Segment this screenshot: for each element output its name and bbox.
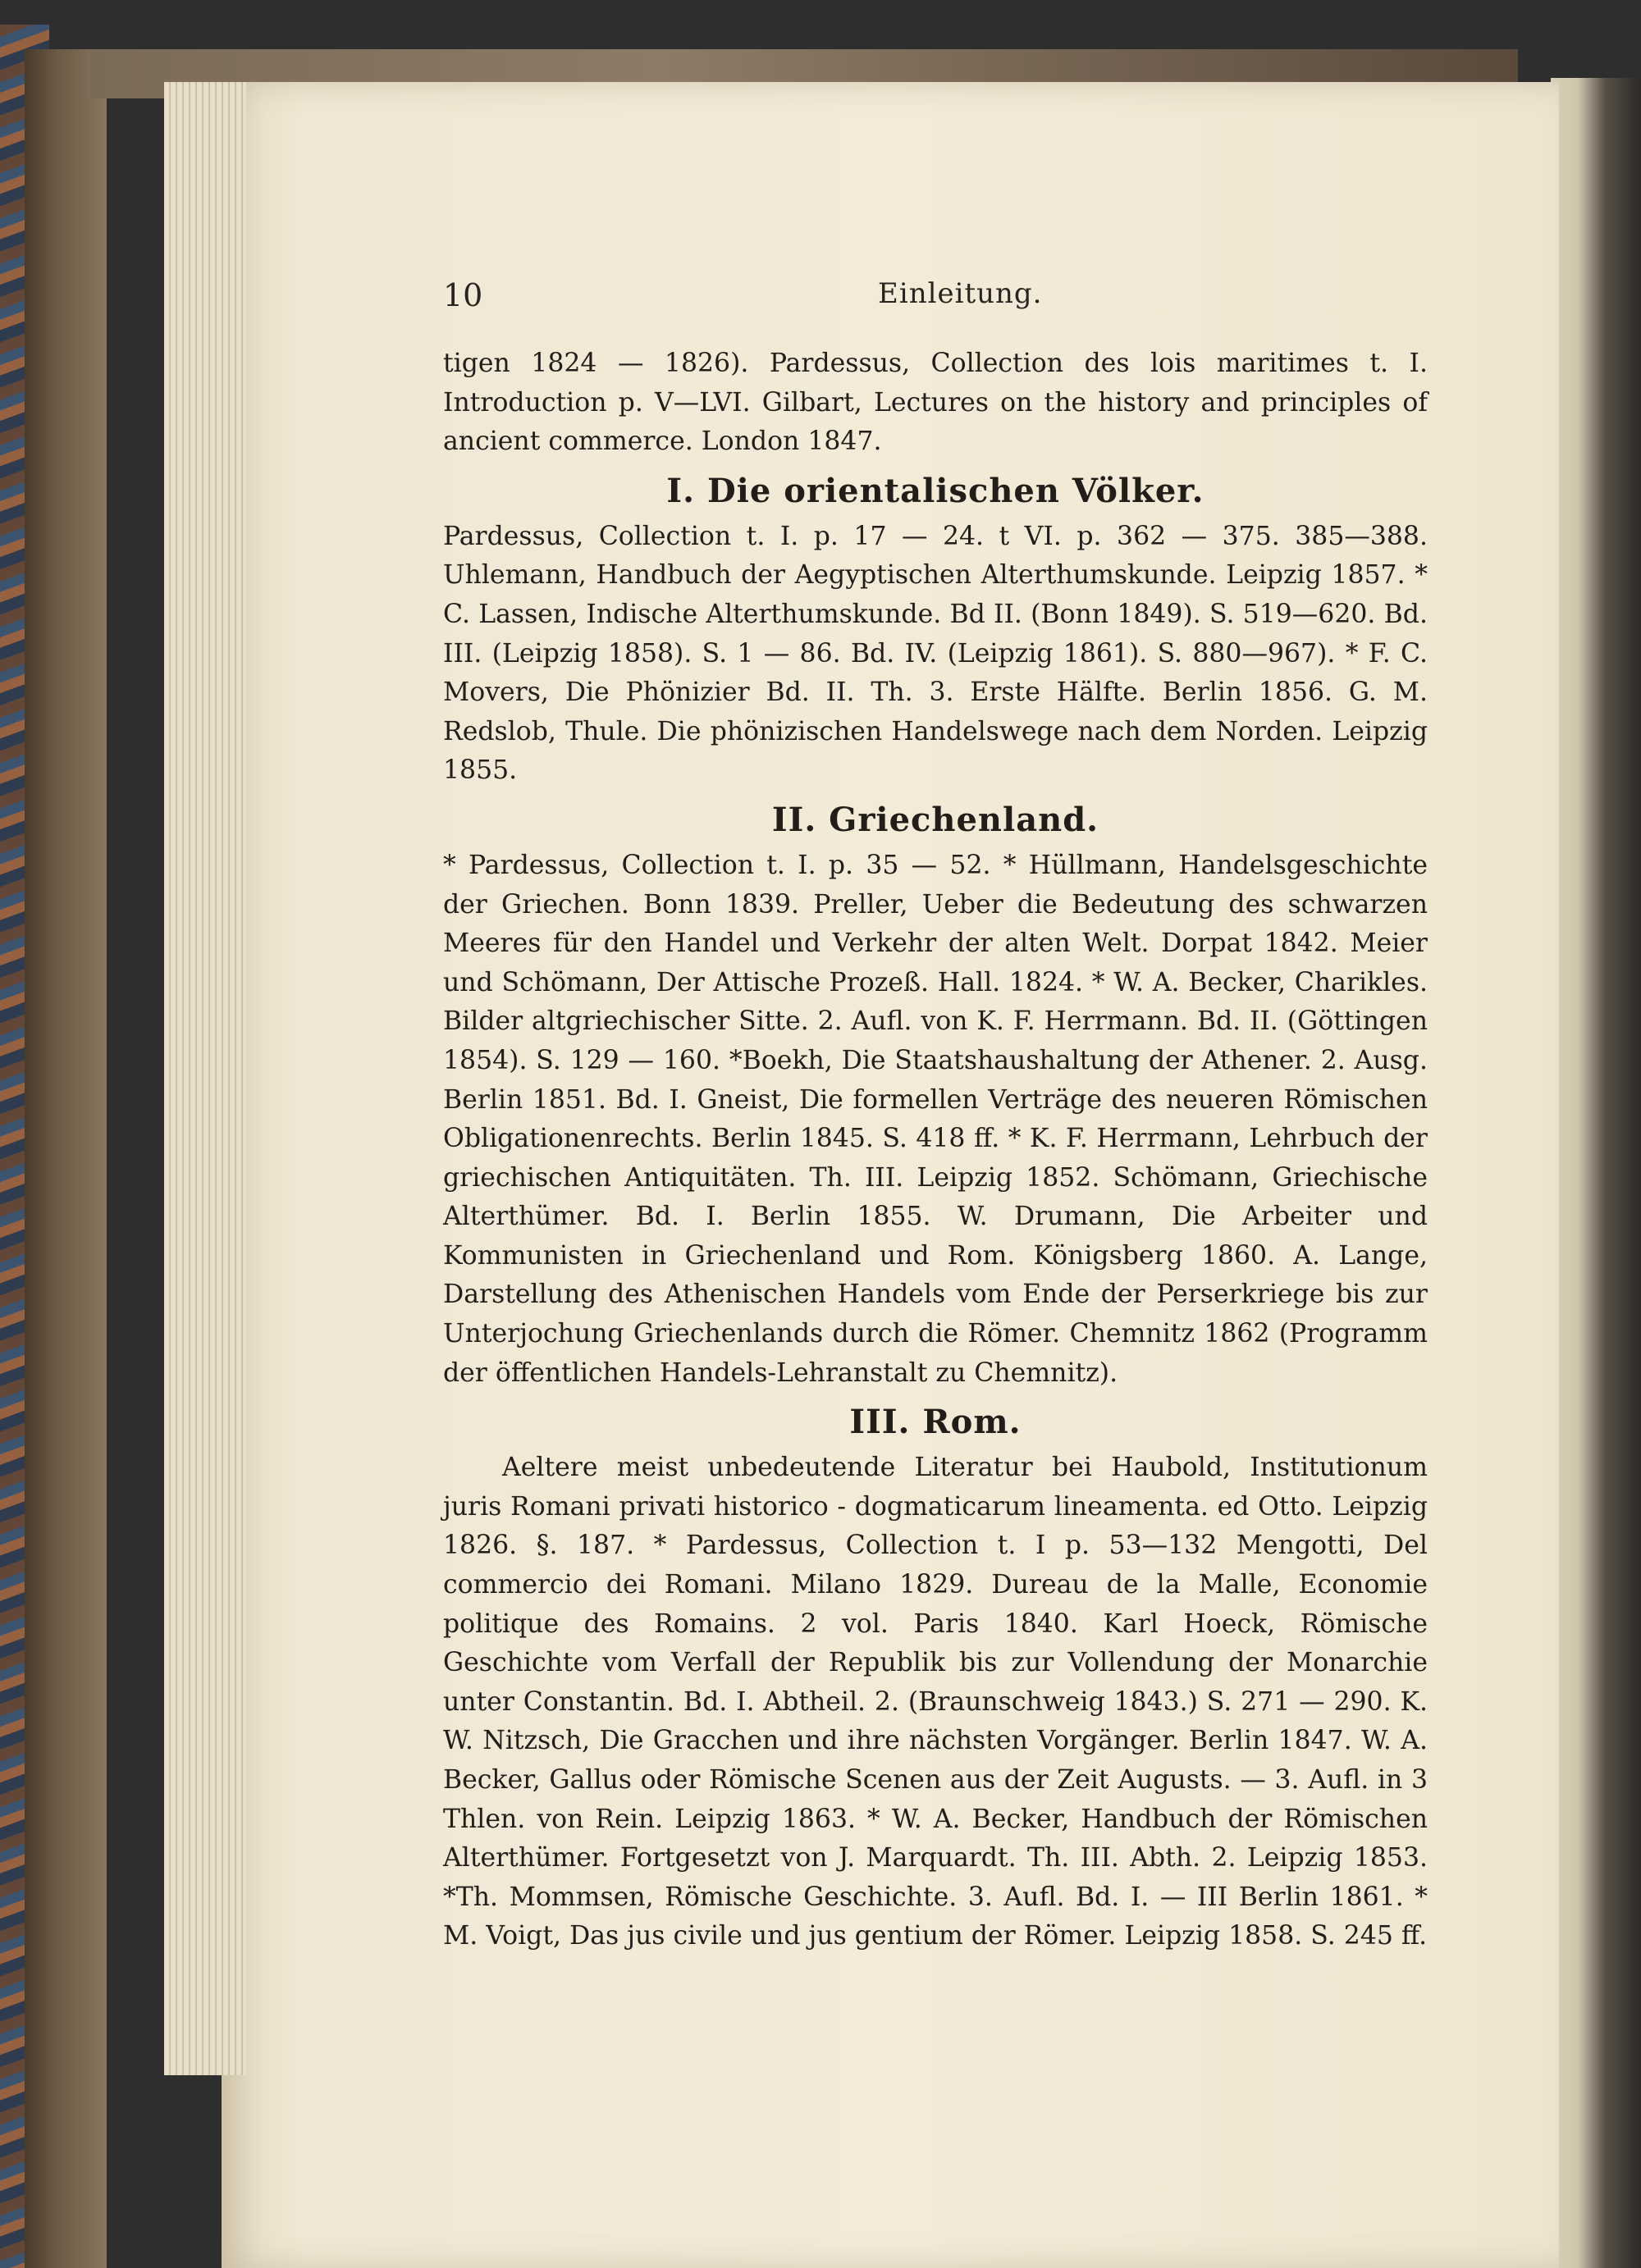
cover-board-left: [25, 49, 107, 2268]
running-title: Einleitung.: [878, 277, 1043, 310]
paragraph-rome: Aeltere meist unbedeutende Literatur bei Haubold, Institutionum juris Romani privati historico - dogmaticarum lineamenta. ed Otto. Leipzig 1826. §. 187. * Pardessus, Collection t. I p. 53—132 Mengotti, Del commercio dei Romani. Milano 1829. Dureau de la Malle, Economie politique des Romains. 2 vol. Paris 1840. Karl Hoeck, Römische Geschichte vom Verfall der Republik bis zur Vollendung der Monarchie unter Constantin. Bd. I. Abtheil. 2. (Braunschweig 1843.) S. 271 — 290. K. W. Nitzsch, Die Gracchen und ihre nächsten Vorgänger. Berlin 1847. W. A. Becker, Gallus oder Römische Scenen aus der Zeit Augusts. — 3. Aufl. in 3 Thlen. von Rein. Leipzig 1863. * W. A. Becker, Handbuch der Römischen Alterthümer. Fortgesetzt von J. Marquardt. Th. III. Abth. 2. Leipzig 1853. *Th. Mommsen, Römische Geschichte. 3. Aufl. Bd. I. — III Berlin 1861. * M. Voigt, Das jus civile und jus gentium der Römer. Leipzig 1858. S. 245 ff.: [443, 1453, 1428, 1951]
page-stack-edges: [164, 82, 246, 2075]
paragraph-greece: * Pardessus, Collection t. I. p. 35 — 52. * Hüllmann, Handelsgeschichte der Griechen. Bonn 1839. Preller, Ueber die Bedeutung des schwarzen Meeres für den Handel und Verkehr der alten Welt. Dorpat 1842. Meier und Schömann, Der Attische Prozeß. Hall. 1824. * W. A. Becker, Charikles. Bilder altgriechischer Sitte. 2. Aufl. von K. F. Herrmann. Bd. II. (Göttingen 1854). S. 129 — 160. *Boekh, Die Staatshaushaltung der Athener. 2. Ausg. Berlin 1851. Bd. I. Gneist, Die formellen Verträge des neueren Römischen Obligationenrechts. Berlin 1845. S. 418 ff. * K. F. Herrmann, Lehrbuch der griechischen Antiquitäten. Th. III. Leipzig 1852. Schömann, Griechische Alterthümer. Bd. I. Berlin 1855. W. Drumann, Die Arbeiter und Kommunisten in Griechenland und Rom. Königsberg 1860. A. Lange, Darstellung des Athenischen Handels vom Ende der Perserkriege bis zur Unterjochung Griechenlands durch die Römer. Chemnitz 1862 (Programm der öffentlichen Handels-Lehranstalt zu Chemnitz).: [443, 850, 1428, 1388]
page-header: [443, 277, 1428, 326]
paragraph-oriental: Pardessus, Collection t. I. p. 17 — 24. t VI. p. 362 — 375. 385—388. Uhlemann, Handbuch der Aegyptischen Alterthumskunde. Leipzig 1857. * C. Lassen, Indische Alterthumskunde. Bd II. (Bonn 1849). S. 519—620. Bd. III. (Leipzig 1858). S. 1 — 86. Bd. IV. (Leipzig 1861). S. 880—967). * F. C. Movers, Die Phönizier Bd. II. Th. 3. Erste Hälfte. Berlin 1856. G. M. Redslob, Thule. Die phönizischen Handelswege nach dem Norden. Leipzig 1855.: [443, 521, 1428, 786]
section-heading-oriental: I. Die orientalischen Völker.: [666, 471, 1204, 510]
paragraph-intro: tigen 1824 — 1826). Pardessus, Collection des lois maritimes t. I. Introduction p. V—LVI. Gilbart, Lectures on the history and principles of ancient commerce. London 1847.: [443, 349, 1428, 457]
section-heading-greece: II. Griechenland.: [771, 800, 1099, 839]
right-page-edge: [1551, 78, 1641, 2268]
page-body: [443, 345, 1428, 1956]
page-number: 10: [443, 277, 483, 313]
section-heading-rome: III. Rom.: [849, 1403, 1022, 1442]
